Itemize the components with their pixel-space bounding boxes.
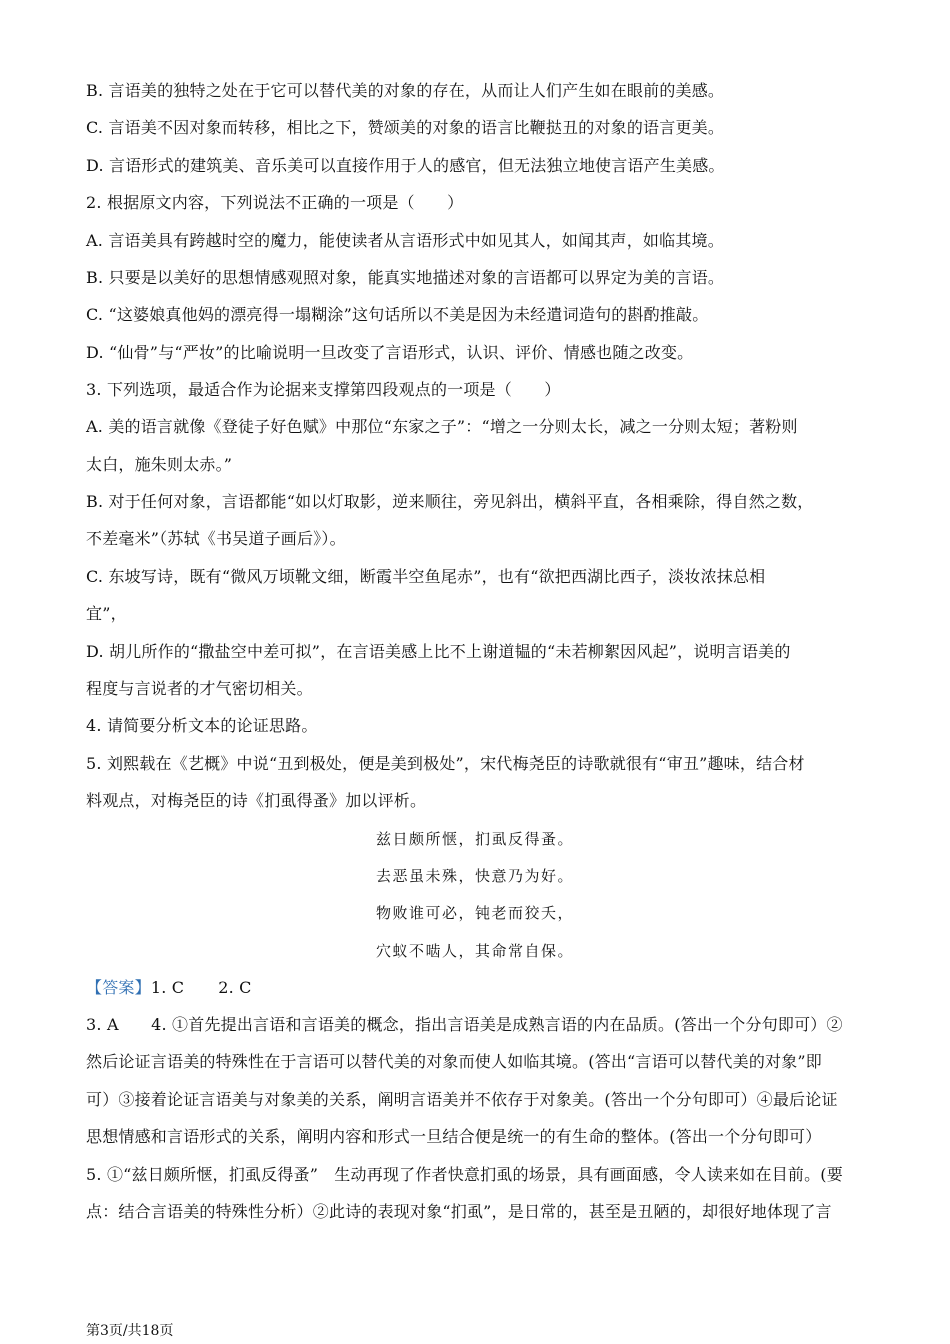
option-3a-line2: 太白，施朱则太赤。” — [86, 455, 233, 474]
poem-line-4: 穴蚁不啮人，其命常自保。 — [376, 942, 575, 960]
option-2c: C. “这婆娘真他妈的漂亮得一塌糊涂”这句话所以不美是因为未经遣词造句的斟酌推敲。 — [86, 305, 709, 324]
answer-line — [86, 977, 876, 999]
option-1c: C. 言语美不因对象而转移，相比之下，赞颂美的对象的语言比鞭挞丑的对象的语言更美。 — [86, 118, 725, 137]
option-2d: D. “仙骨”与“严妆”的比喻说明一旦改变了言语形式，认识、评价、情感也随之改变。 — [86, 343, 694, 362]
page-footer: 第3页/共18页 — [86, 1323, 174, 1339]
option-1d: D. 言语形式的建筑美、音乐美可以直接作用于人的感官，但无法独立地使言语产生美感。 — [86, 156, 725, 175]
answer-text-5: 5. ①“兹日颇所惬，扪虱反得蚤” 生动再现了作者快意扪虱的场景，具有画面感，令人读来如在目前。(要 — [86, 1165, 843, 1184]
poem-line-3: 物败谁可必，钝老而狡夭， — [376, 904, 575, 922]
option-3b-line2: 不差毫米”（苏轼《书吴道子画后》）。 — [86, 529, 346, 548]
poem-line-2: 去恶虽未殊，快意乃为好。 — [376, 867, 575, 885]
option-1b: B. 言语美的独特之处在于它可以替代美的对象的存在，从而让人们产生如在眼前的美感。 — [86, 81, 725, 100]
answer-text-4: 思想情感和言语形式的关系，阐明内容和形式一旦结合便是统一的有生命的整体。(答出一个分句即可） — [86, 1127, 822, 1146]
question-5-line1: 5. 刘熙载在《艺概》中说“丑到极处，便是美到极处”，宋代梅尧臣的诗歌就很有“审丑”趣味，结合材 — [86, 754, 805, 773]
option-3c-line1: C. 东坡写诗，既有“微风万顷靴文细，断霞半空鱼尾赤”，也有“欲把西湖比西子，淡妆浓抹总相 — [86, 567, 766, 586]
question-5-line2: 料观点，对梅尧臣的诗《扪虱得蚤》加以评析。 — [86, 791, 427, 810]
answer-1: 1. C — [150, 978, 185, 997]
option-3c-line2: 宜”， — [86, 604, 127, 623]
option-3b-line1: B. 对于任何对象，言语都能“如以灯取影，逆来顺往，旁见斜出，横斜平直，各相乘除，得自然之数， — [86, 492, 814, 511]
option-3d-line1: D. 胡儿所作的“撒盐空中差可拟”，在言语美感上比不上谢道韫的“未若柳絮因风起”，说明言语美的 — [86, 642, 791, 661]
answer-text-3: 可）③接着论证言语美与对象美的关系，阐明言语美并不依存于对象美。(答出一个分句即可）④最后论证 — [86, 1090, 838, 1109]
question-2: 2. 根据原文内容，下列说法不正确的一项是（ ） — [86, 193, 464, 212]
option-3a-line1: A. 美的语言就像《登徒子好色赋》中那位“东家之子”：“增之一分则太长，减之一分则太短；著粉则 — [86, 417, 798, 436]
answer-text-2: 然后论证言语美的特殊性在于言语可以替代美的对象而使人如临其境。(答出“言语可以替代美的对象”即 — [86, 1052, 823, 1071]
option-2a: A. 言语美具有跨越时空的魔力，能使读者从言语形式中如见其人，如闻其声，如临其境。 — [86, 231, 724, 250]
poem-line-1: 兹日颇所惬，扪虱反得蚤。 — [376, 830, 575, 848]
question-3: 3. 下列选项，最适合作为论据来支撑第四段观点的一项是（ ） — [86, 380, 561, 399]
question-4: 4. 请简要分析文本的论证思路。 — [86, 716, 318, 735]
answer-text-1: 3. A 4. ①首先提出言语和言语美的概念，指出言语美是成熟言语的内在品质。(答出一个分句即可）② — [86, 1015, 843, 1034]
option-3d-line2: 程度与言说者的才气密切相关。 — [86, 679, 313, 698]
option-2b: B. 只要是以美好的思想情感观照对象，能真实地描述对象的言语都可以界定为美的言语。 — [86, 268, 725, 287]
answer-label: 【答案】 — [86, 978, 151, 997]
answer-2: 2. C — [218, 978, 252, 997]
answer-text-6: 点：结合言语美的特殊性分析）②此诗的表现对象“扪虱”，是日常的，甚至是丑陋的，却很好地体现了言 — [86, 1202, 832, 1221]
